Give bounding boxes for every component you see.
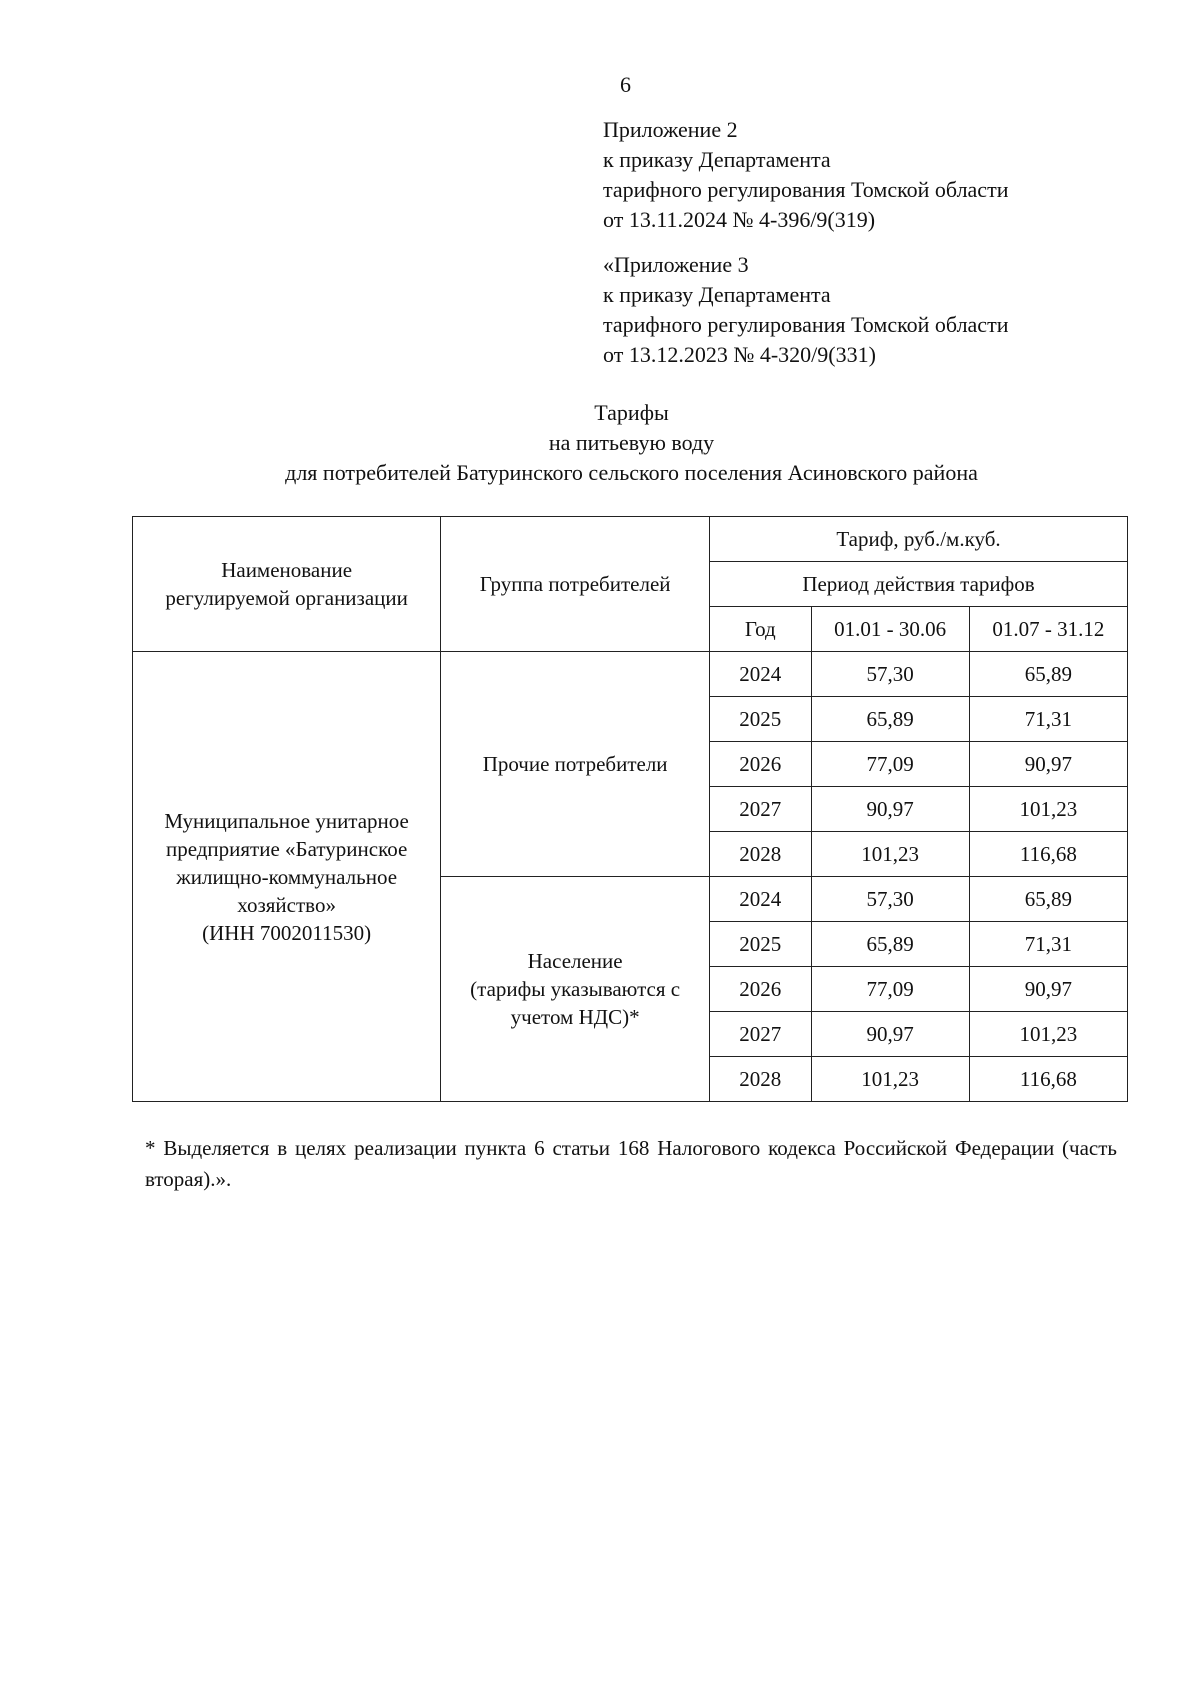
document-title [0, 398, 1200, 488]
header-period: Период действия тарифов [710, 562, 1128, 607]
tariff-period-2-cell: 65,89 [969, 877, 1127, 922]
tariff-period-1-cell: 101,23 [811, 832, 969, 877]
consumer-group-cell [441, 877, 710, 1102]
year-cell: 2026 [710, 967, 812, 1012]
page-number: 6 [620, 72, 631, 97]
annex-line: от 13.12.2023 № 4-320/9(331) [603, 342, 876, 367]
year-cell: 2025 [710, 697, 812, 742]
tariff-period-2-cell: 71,31 [969, 697, 1127, 742]
title-line: для потребителей Батуринского сельского поселения Асиновского района [285, 460, 978, 485]
tariff-period-2-cell: 116,68 [969, 832, 1127, 877]
organization-line: жилищно-коммунальное [176, 864, 398, 889]
header-period-2: 01.07 - 31.12 [969, 607, 1127, 652]
annex-line: «Приложение 3 [603, 252, 749, 277]
year-cell: 2027 [710, 1012, 812, 1057]
organization-line: Муниципальное унитарное [164, 808, 409, 833]
tariff-table [132, 516, 1128, 1102]
title-line: на питьевую воду [548, 430, 715, 455]
tariff-period-2-cell: 90,97 [969, 967, 1127, 1012]
year-cell: 2024 [710, 877, 812, 922]
annex-line: к приказу Департамента [603, 147, 831, 172]
organization-line: предприятие «Батуринское [165, 836, 408, 861]
consumer-group-line: Прочие потребители [482, 752, 668, 776]
consumer-group-cell [441, 652, 710, 877]
tariff-period-1-cell: 77,09 [811, 742, 969, 787]
year-cell: 2028 [710, 832, 812, 877]
tariff-period-2-cell: 71,31 [969, 922, 1127, 967]
tariff-period-1-cell: 77,09 [811, 967, 969, 1012]
year-cell: 2025 [710, 922, 812, 967]
tariff-period-1-cell: 65,89 [811, 697, 969, 742]
annex-line: тарифного регулирования Томской области [603, 177, 1009, 202]
organization-line: хозяйство» [237, 892, 336, 917]
header-year: Год [710, 607, 812, 652]
consumer-group-line: (тарифы указываются с [470, 977, 681, 1001]
tariff-period-1-cell: 90,97 [811, 1012, 969, 1057]
year-cell: 2027 [710, 787, 812, 832]
header-consumer-group: Группа потребителей [441, 517, 710, 652]
header-organization-line: регулируемой организации [165, 586, 408, 610]
annex-line: Приложение 2 [603, 117, 738, 142]
table-row [133, 652, 1128, 697]
annex-line: тарифного регулирования Томской области [603, 312, 1009, 337]
consumer-group-line: учетом НДС)* [510, 1005, 640, 1029]
tariff-period-1-cell: 90,97 [811, 787, 969, 832]
header-period-1: 01.01 - 30.06 [811, 607, 969, 652]
annex-header-current [603, 115, 1008, 235]
footnote: * Выделяется в целях реализации пункта 6 статьи 168 Налогового кодекса Российской Федерации (часть вторая).». [145, 1136, 1117, 1191]
tariff-period-2-cell: 101,23 [969, 787, 1127, 832]
tariff-period-1-cell: 57,30 [811, 652, 969, 697]
tariff-period-1-cell: 57,30 [811, 877, 969, 922]
header-organization-line: Наименование [221, 558, 353, 582]
annex-header-original [603, 250, 1008, 370]
organization-cell [133, 652, 441, 1102]
tariff-period-2-cell: 65,89 [969, 652, 1127, 697]
year-cell: 2026 [710, 742, 812, 787]
tariff-period-2-cell: 116,68 [969, 1057, 1127, 1102]
tariff-period-1-cell: 101,23 [811, 1057, 969, 1102]
consumer-group-line: Население [527, 949, 623, 973]
organization-line: (ИНН 7002011530) [202, 920, 372, 945]
tariff-period-2-cell: 101,23 [969, 1012, 1127, 1057]
annex-line: к приказу Департамента [603, 282, 831, 307]
header-tariff: Тариф, руб./м.куб. [710, 517, 1128, 562]
tariff-period-2-cell: 90,97 [969, 742, 1127, 787]
year-cell: 2024 [710, 652, 812, 697]
annex-line: от 13.11.2024 № 4-396/9(319) [603, 207, 876, 232]
header-organization [133, 517, 441, 652]
tariff-period-1-cell: 65,89 [811, 922, 969, 967]
year-cell: 2028 [710, 1057, 812, 1102]
title-line: Тарифы [594, 400, 669, 425]
